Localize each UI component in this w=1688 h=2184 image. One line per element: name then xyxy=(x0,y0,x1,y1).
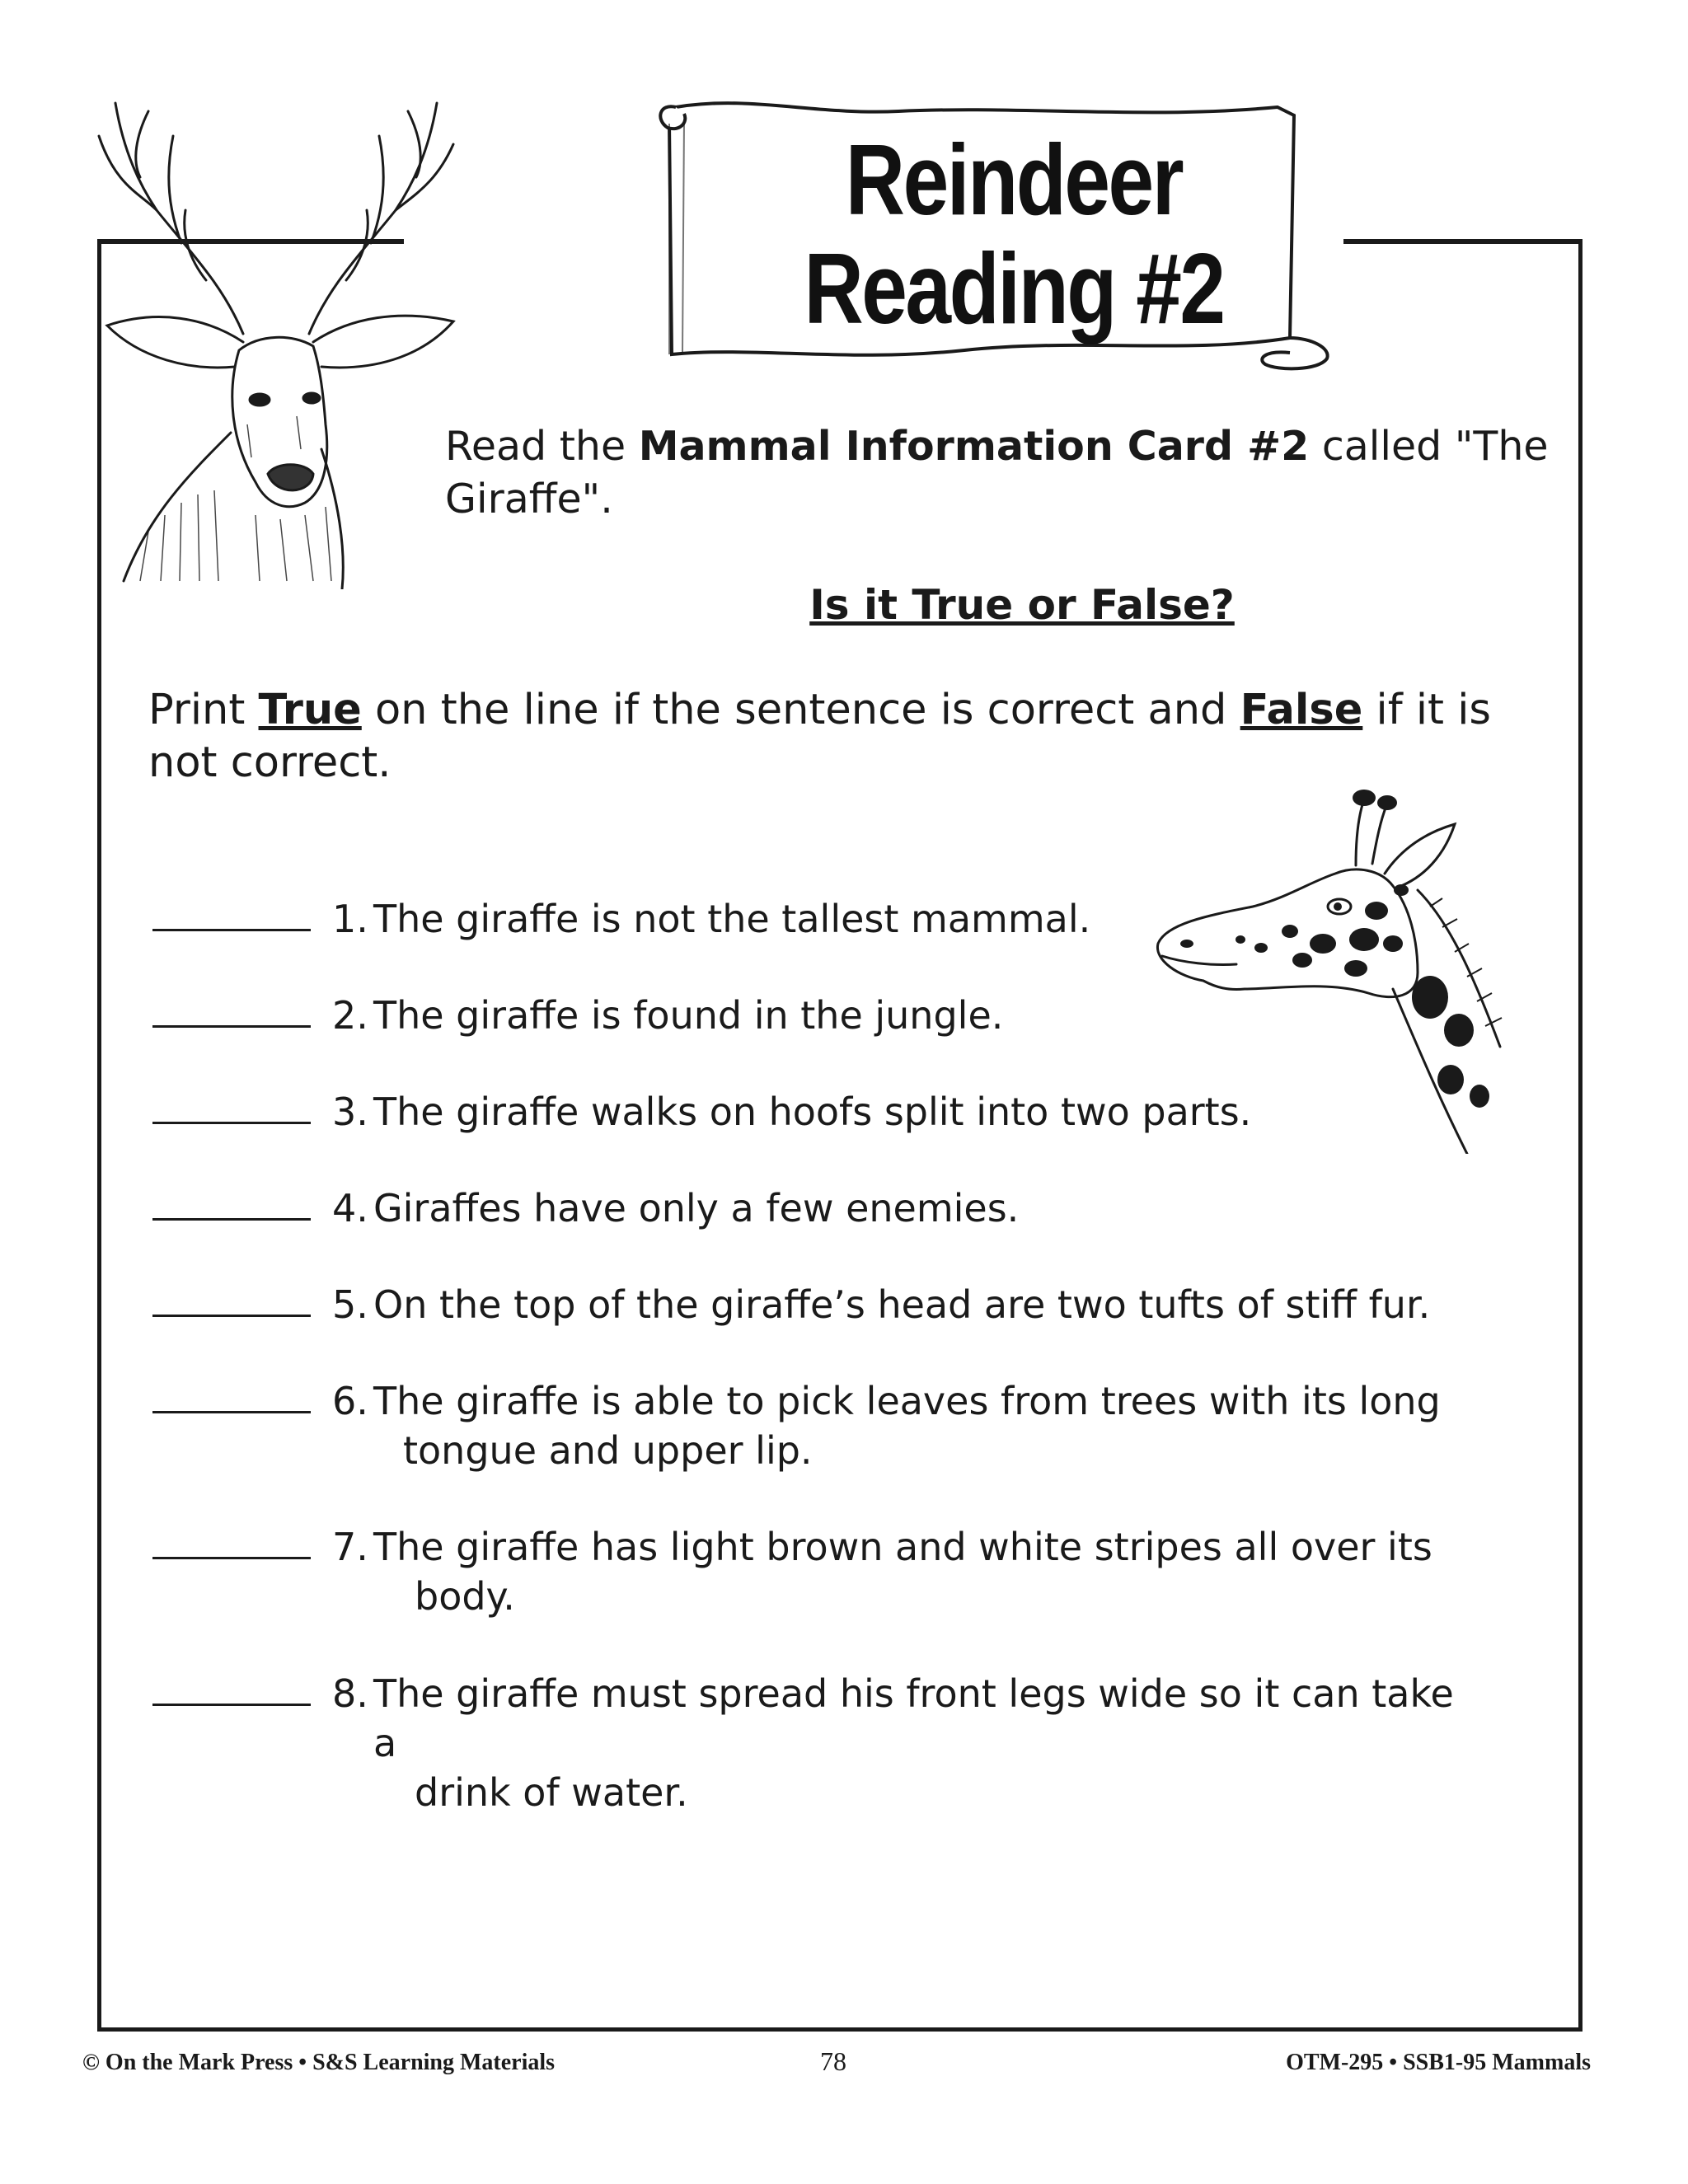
question-2 xyxy=(152,991,1003,1040)
page-title xyxy=(777,125,1250,343)
question-number: 7. xyxy=(332,1525,368,1569)
question-number: 4. xyxy=(332,1186,368,1230)
question-text-line2: drink of water. xyxy=(415,1770,688,1815)
question-3 xyxy=(152,1087,1251,1137)
instruction-part3: if it is not correct. xyxy=(148,686,1491,787)
intro-suffix: called "The Giraffe". xyxy=(445,423,1549,523)
section-heading: Is it True or False? xyxy=(809,581,1235,629)
page-footer xyxy=(82,2046,1591,2083)
question-text: On the top of the giraffe’s head are two tufts of stiff fur. xyxy=(373,1282,1431,1327)
answer-blank-5[interactable] xyxy=(152,1315,311,1317)
question-text-line2: tongue and upper lip. xyxy=(403,1428,813,1473)
question-4 xyxy=(152,1183,1019,1233)
title-line1: Reindeer xyxy=(845,124,1183,236)
reindeer-illustration xyxy=(91,87,470,589)
answer-blank-8[interactable] xyxy=(152,1704,311,1706)
instruction-part2: on the line if the sentence is correct and xyxy=(361,686,1240,734)
page-number: 78 xyxy=(820,2046,846,2076)
instructions xyxy=(148,684,1500,790)
answer-blank-3[interactable] xyxy=(152,1122,311,1124)
question-8 xyxy=(152,1669,1488,1817)
question-6 xyxy=(152,1376,1441,1475)
footer-publisher: © On the Mark Press • S&S Learning Materials xyxy=(82,2050,556,2075)
answer-blank-1[interactable] xyxy=(152,929,311,931)
answer-blank-4[interactable] xyxy=(152,1218,311,1221)
question-number: 5. xyxy=(332,1282,368,1327)
question-number: 6. xyxy=(332,1379,368,1423)
question-text-line2: body. xyxy=(415,1574,515,1619)
question-number: 2. xyxy=(332,993,368,1038)
question-7 xyxy=(152,1522,1432,1621)
question-text: The giraffe walks on hoofs split into two parts. xyxy=(373,1090,1252,1134)
answer-blank-6[interactable] xyxy=(152,1411,311,1413)
intro-prefix: Read the xyxy=(445,423,639,470)
instruction-part1: Print xyxy=(148,686,259,734)
footer-product-code: OTM-295 • SSB1-95 Mammals xyxy=(1286,2050,1591,2075)
intro-text xyxy=(445,420,1550,526)
question-text: The giraffe is not the tallest mammal. xyxy=(373,897,1091,941)
instruction-true-word: True xyxy=(258,686,362,734)
question-number: 8. xyxy=(332,1671,368,1716)
question-text: The giraffe is able to pick leaves from trees with its long xyxy=(373,1379,1441,1423)
question-text: The giraffe is found in the jungle. xyxy=(373,993,1004,1038)
question-number: 3. xyxy=(332,1090,368,1134)
question-text: The giraffe has light brown and white stripes all over its xyxy=(373,1525,1432,1569)
question-text: The giraffe must spread his front legs wide so it can take a xyxy=(373,1671,1454,1765)
instruction-false-word: False xyxy=(1240,686,1363,734)
question-text: Giraffes have only a few enemies. xyxy=(373,1186,1020,1230)
question-5 xyxy=(152,1280,1430,1329)
answer-blank-7[interactable] xyxy=(152,1557,311,1559)
intro-card-name: Mammal Information Card #2 xyxy=(638,423,1310,470)
title-line2: Reading #2 xyxy=(804,232,1224,344)
answer-blank-2[interactable] xyxy=(152,1025,311,1028)
question-number: 1. xyxy=(332,897,368,941)
question-1 xyxy=(152,894,1090,944)
